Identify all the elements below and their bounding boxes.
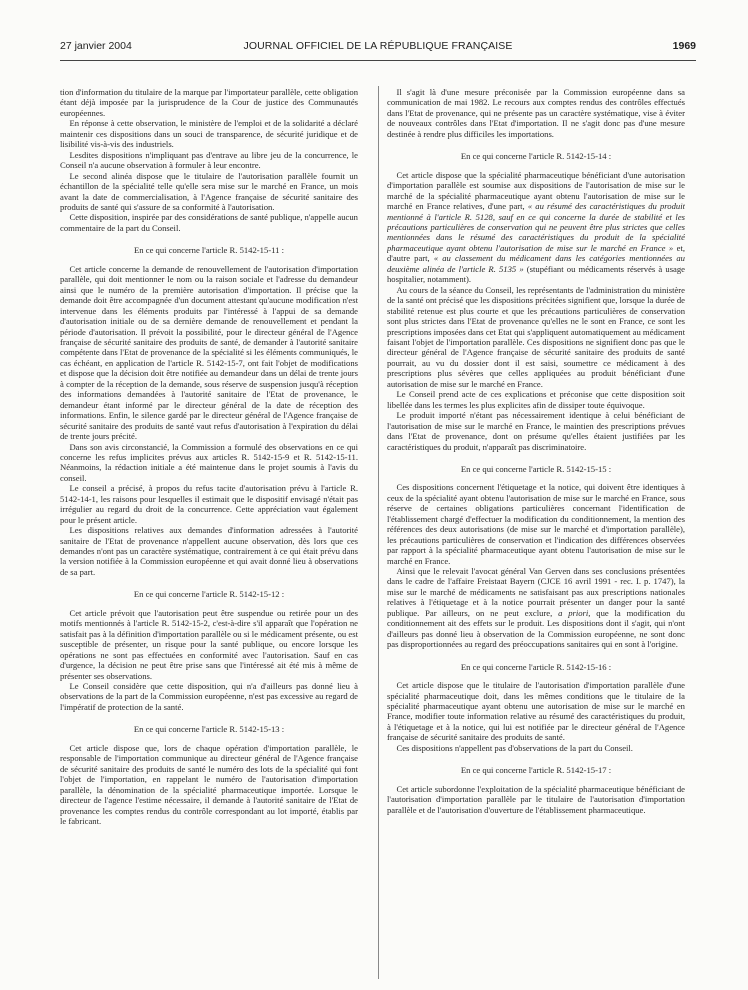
section-heading: En ce qui concerne l'article R. 5142-15-15 : bbox=[460, 463, 612, 474]
section-spacer bbox=[387, 753, 685, 765]
paragraph: Au cours de la séance du Conseil, les représentants de l'administration du ministère de la santé ont précisé que les dispositions précitées signifient que, lorsque la durée de stabilité retenue est plus courte et que les précautions particulières de conservation sont plus strictes dans l'Etat de provenance qu'elles ne le sont en France, ce sont les prescriptions imposées dans cet Etat qui s'appliquent automatiquement au médicament faisant l'objet de l'importation parallèle. Ces dispositions ne signifient donc pas que le directeur général de l'Agence française de sécurité sanitaire des produits de santé pourrait, au vu du dossier dont il est saisi, soumettre ce médicament à des prescriptions plus sévères que celles appliquées au produit bénéficiant d'une autorisation de mise sur le marché en France. bbox=[387, 284, 685, 389]
text-run: , que la modification du conditionnement ait des effets sur le produit. Les dispositions dont il s'agit, qui n'ont d'ailleurs pas donné lieu à observation de la Commission européenne, ne sont donc pas disproportionnées au regard des préoccupations sanitaires qui en sont à l'origine. bbox=[387, 607, 685, 650]
paragraph: Cet article concerne la demande de renouvellement de l'autorisation d'importation parallèle, qui doit mentionner le nom ou la raison sociale et l'adresse du demandeur ainsi que le numéro de la première autorisation d'importation. Il précise que la demande doit être accompagnée d'un document attestant qu'aucune modification n'est intervenue dans les éléments produits par l'intéressé à l'appui de sa demande d'autorisation initiale ou de sa dernière demande de renouvellement et pendant la période d'autorisation. Il prévoit la possibilité, pour le directeur général de l'Agence française de sécurité sanitaire des produits de santé, de demander à l'autorité sanitaire compétente dans l'Etat de provenance de la spécialité si les éléments communiqués, le cas échéant, en application de l'article R. 5142-15-7, ont fait l'objet de modifications et dispose que la décision doit être notifiée au demandeur dans un délai de trente jours à compter de la réception de la demande, sous réserve de suspension jusqu'à réception des informations demandées à l'autorité sanitaire de l'Etat de provenance, le demandeur étant informé par le directeur général de la date de réception des informations. Enfin, le silence gardé par le directeur général de l'Agence française de sécurité sanitaire des produits de santé vaut refus d'autorisation à l'expiration du délai de trente jours précité. bbox=[60, 263, 358, 442]
heading-spacer bbox=[60, 256, 358, 264]
text-run: Ainsi que le relevait l'avocat général Van Gerven dans ses conclusions présentées dans le cadre de l'affaire Freistaat Bayern (CJCE 16 avril 1991 - rec. I. p. 1747), la mise sur le marché de médicaments ne satisfaisant pas aux prescriptions nationales relatives à l'étiquetage et à la notice pourrait présenter un danger pour la santé publique. Par ailleurs, on ne peut exclure, bbox=[387, 566, 685, 618]
left-column bbox=[60, 87, 358, 977]
section-heading: En ce qui concerne l'article R. 5142-15-13 : bbox=[133, 724, 285, 735]
paragraph: Le conseil a précisé, à propos du refus tacite d'autorisation prévu à l'article R. 5142-14-1, les raisons pour lesquelles il estimait que le dispositif envisagé n'était pas irrégulier au regard du droit de la concurrence. Cette appréciation vaut également pour le présent article. bbox=[60, 483, 358, 525]
heading-spacer bbox=[387, 672, 685, 680]
paragraph: Dans son avis circonstancié, la Commission a formulé des observations en ce qui concerne les refus implicites prévus aux articles R. 5142-15-9 et R. 5142-15-11. Néanmoins, la rédaction initiale a été maintenue dans le projet soumis à l'avis du conseil. bbox=[60, 441, 358, 483]
section-heading: En ce qui concerne l'article R. 5142-15-14 : bbox=[460, 151, 612, 162]
right-column bbox=[387, 87, 685, 977]
paragraph: Cette disposition, inspirée par des considérations de santé publique, n'appelle aucun commentaire de la part du Conseil. bbox=[60, 212, 358, 233]
paragraph: Il s'agit là d'une mesure préconisée par la Commission européenne dans sa communication de mai 1982. Le recours aux comptes rendus des contrôles effectués dans l'Etat de provenance, qui ne présente pas un caractère systématique, vise à éviter de nouveaux contrôles dans l'Etat d'importation. Il ne s'agit donc pas d'une mesure destinée à rendre plus difficiles les importations. bbox=[387, 87, 685, 139]
paragraph: tion d'information du titulaire de la marque par l'importateur parallèle, cette obligation étant déjà imposée par la jurisprudence de la Cour de justice des Communautés européennes. bbox=[60, 87, 358, 118]
section-heading: En ce qui concerne l'article R. 5142-15-17 : bbox=[460, 765, 612, 776]
text-run: et, d'autre part, bbox=[387, 242, 685, 264]
header-rule bbox=[60, 60, 696, 61]
section-spacer bbox=[387, 452, 685, 464]
text-run: (stupéfiant ou médicaments réservés à usage hospitalier, notamment). bbox=[387, 263, 685, 285]
paragraph bbox=[387, 566, 685, 650]
text-run: Cet article dispose que la spécialité pharmaceutique bénéficiant d'une autorisation d'importation parallèle est soumise aux dispositions de l'autorisation de mise sur le marché de la spécialité pharmaceutique ayant obtenu l'autorisation de mise sur le marché en France relatives, d'une part, bbox=[387, 169, 685, 212]
heading-spacer bbox=[387, 776, 685, 784]
paragraph: Cet article prévoit que l'autorisation peut être suspendue ou retirée pour un des motifs mentionnés à l'article R. 5142-15-2, c'est-à-dire s'il apparaît que l'opération ne satisfait pas à la définition d'importation parallèle ou si le médicament présente, ou est susceptible de présenter, un risque pour la santé publique, ou encore lorsque les opérations ne sont pas effectuées en conformité avec l'autorisation. Sauf en cas d'urgence, la décision ne peut être prise sans que l'intéressé ait été mis à même de présenter ses observations. bbox=[60, 607, 358, 681]
paragraph: Ces dispositions concernent l'étiquetage et la notice, qui doivent être identiques à ceux de la spécialité ayant obtenu l'autorisation de mise sur le marché en France, sous réserve de certaines obligations particulières concernant l'identification de l'établissement chargé d'effectuer la modification du conditionnement, la mention des références des deux autorisations (de mise sur le marché et d'importation parallèle), les précautions particulières de conservation et l'indication des différences observées par rapport à la spécialité pharmaceutique ayant obtenu l'autorisation de mise sur le marché en France. bbox=[387, 482, 685, 566]
section-spacer bbox=[60, 712, 358, 724]
issue-date: 27 janvier 2004 bbox=[60, 40, 132, 52]
section-spacer bbox=[60, 577, 358, 589]
paragraph: Cet article dispose que, lors de chaque opération d'importation parallèle, le responsable de l'importation communique au directeur général de l'Agence française de sécurité sanitaire des produits de santé le numéro des lots de la spécialité qui font l'objet de l'importation, en rappelant le numéro de l'autorisation d'importation parallèle, la dénomination de la spécialité pharmaceutique importée. Lorsque le directeur de l'agence l'estime nécessaire, il demande à l'autorité sanitaire de l'Etat de provenance les comptes rendus du contrôle correspondant au lot importé, établis par le fabricant. bbox=[60, 742, 358, 826]
heading-spacer bbox=[60, 735, 358, 743]
paragraph: En réponse à cette observation, le ministère de l'emploi et de la solidarité a déclaré maintenir ces dispositions dans un souci de transparence, de sécurité juridique et de lisibilité vis-à-vis des industriels. bbox=[60, 118, 358, 150]
paragraph: Le Conseil considère que cette disposition, qui n'a d'ailleurs pas donné lieu à observations de la part de la Commission européenne, n'est pas excessive au regard de l'impératif de protection de la santé. bbox=[60, 681, 358, 712]
journal-title: JOURNAL OFFICIEL DE LA RÉPUBLIQUE FRANÇAISE bbox=[243, 40, 513, 52]
italic-quote: a priori bbox=[558, 607, 589, 618]
paragraph: Ces dispositions n'appellent pas d'observations de la part du Conseil. bbox=[396, 742, 633, 753]
italic-quote: « au résumé des caractéristiques du produit mentionné à l'article R. 5128, sauf en ce qui concerne la durée de stabilité et les précautions particulières de conservation qui ne peuvent être plus strictes que celles mentionnées dans le résumé des caractéristiques du produit de la spécialité pharmaceutique ayant obtenu l'autorisation de mise sur le marché en France » bbox=[387, 201, 685, 253]
paragraph: Lesdites dispositions n'impliquant pas d'entrave au libre jeu de la concurrence, le Conseil n'a aucune observation à formuler à leur encontre. bbox=[60, 149, 358, 171]
italic-quote: « au classement du médicament dans les catégories mentionnées au deuxième alinéa de l'article R. 5135 » bbox=[387, 253, 685, 274]
paragraph: Cet article dispose que le titulaire de l'autorisation d'importation parallèle d'une spécialité pharmaceutique doit, dans les mêmes conditions que le titulaire de la spécialité pharmaceutique ayant obtenu une autorisation de mise sur le marché en France, modifier toute information relative au résumé des caractéristiques du produit, à l'étiquetage et à la notice, qui lui est notifiée par le directeur général de l'Agence française de sécurité sanitaire des produits de santé. bbox=[387, 680, 685, 743]
paragraph: Le Conseil prend acte de ces explications et préconise que cette disposition soit libellée dans les termes les plus explicites afin de dissiper toute équivoque. bbox=[387, 389, 685, 410]
page-number: 1969 bbox=[672, 40, 696, 52]
paragraph: Cet article subordonne l'exploitation de la spécialité pharmaceutique bénéficiant de l'autorisation d'importation parallèle par le titulaire de l'autorisation d'importation parallèle et de l'autorisation d'ouverture de l'établissement pharmaceutique. bbox=[387, 783, 685, 815]
paragraph bbox=[387, 170, 685, 285]
section-heading: En ce qui concerne l'article R. 5142-15-12 : bbox=[133, 589, 285, 600]
paragraph: Le second alinéa dispose que le titulaire de l'autorisation parallèle fournit un échantillon de la spécialité telle qu'elle sera mise sur le marché en France, un mois avant la date de commercialisation, à l'Agence française de sécurité sanitaire des produits de santé qui s'assure de sa conformité à l'autorisation. bbox=[60, 170, 358, 212]
heading-spacer bbox=[387, 162, 685, 170]
section-heading: En ce qui concerne l'article R. 5142-15-11 : bbox=[134, 245, 284, 256]
column-separator bbox=[378, 86, 379, 979]
page-header bbox=[60, 40, 696, 56]
paragraph: Le produit importé n'étant pas nécessairement identique à celui bénéficiant de l'autorisation de mise sur le marché en France, le maintien des prescriptions prévues dans l'Etat de provenance, dont on présume qu'elles étaient justifiées par les caractéristiques du produit, n'apparaît pas discriminatoire. bbox=[387, 410, 685, 452]
section-heading: En ce qui concerne l'article R. 5142-15-16 : bbox=[460, 661, 612, 672]
section-spacer bbox=[387, 650, 685, 662]
section-spacer bbox=[60, 233, 358, 245]
heading-spacer bbox=[60, 600, 358, 608]
paragraph: Les dispositions relatives aux demandes d'information adressées à l'autorité sanitaire de l'Etat de provenance n'appellent aucune observation, dès lors que ces demandes n'ont pas un caractère systématique, contrairement à ce qui était prévu dans la version notifiée à la Commission européenne et qui avait donné lieu à observations de sa part. bbox=[60, 525, 358, 577]
heading-spacer bbox=[387, 474, 685, 482]
section-spacer bbox=[387, 139, 685, 151]
